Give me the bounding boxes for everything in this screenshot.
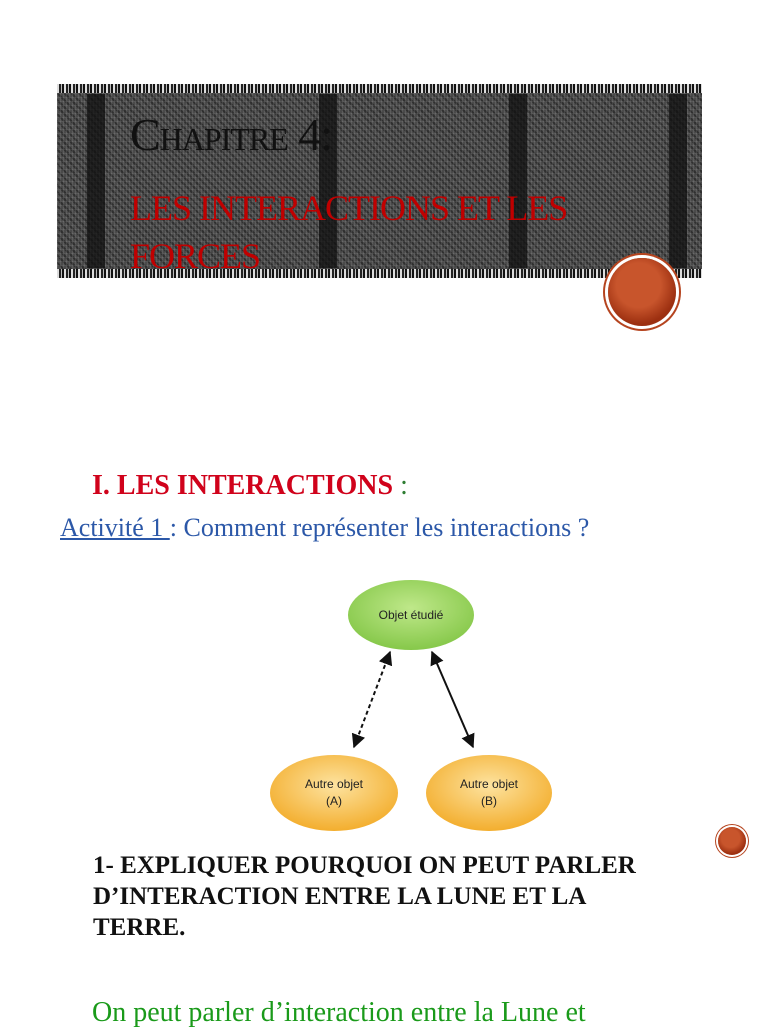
section-heading-text: I. LES INTERACTIONS: [92, 470, 394, 501]
section-heading-colon: :: [393, 470, 408, 501]
right-node-tag: (B): [481, 794, 497, 808]
top-node-label: Objet étudié: [378, 608, 444, 622]
title-banner: [57, 84, 702, 278]
activity-question: : Comment représenter les interactions ?: [169, 513, 590, 542]
chapter-colon: :: [320, 109, 333, 160]
dashed-interaction-arrow: [354, 652, 390, 747]
left-node-tag: (A): [326, 794, 342, 808]
left-node-shape: [270, 755, 398, 831]
right-node-shape: [426, 755, 552, 831]
decorative-circle-icon: [718, 827, 746, 855]
section-heading: [92, 470, 408, 502]
chapter-subtitle: LES INTERACTIONS ET LES FORCES: [130, 188, 568, 276]
left-node-label: Autre objet: [304, 777, 364, 791]
interaction-diagram: [270, 580, 570, 840]
decorative-circle-icon: [608, 258, 676, 326]
answer-text: On peut parler d’interaction entre la Lune et: [92, 997, 586, 1028]
banner-stripe: [87, 94, 105, 268]
activity-link[interactable]: Activité 1: [60, 513, 170, 542]
chapter-title: [130, 110, 332, 160]
question-text: 1- EXPLIQUER POURQUOI ON PEUT PARLER D’INTERACTION ENTRE LA LUNE ET LA TERRE.: [93, 852, 636, 941]
solid-interaction-arrow: [432, 652, 473, 747]
activity-line: [60, 513, 589, 543]
right-node-label: Autre objet: [459, 777, 519, 791]
chapter-number: Chapitre 4: [130, 109, 321, 160]
banner-top-edge: [57, 84, 702, 93]
